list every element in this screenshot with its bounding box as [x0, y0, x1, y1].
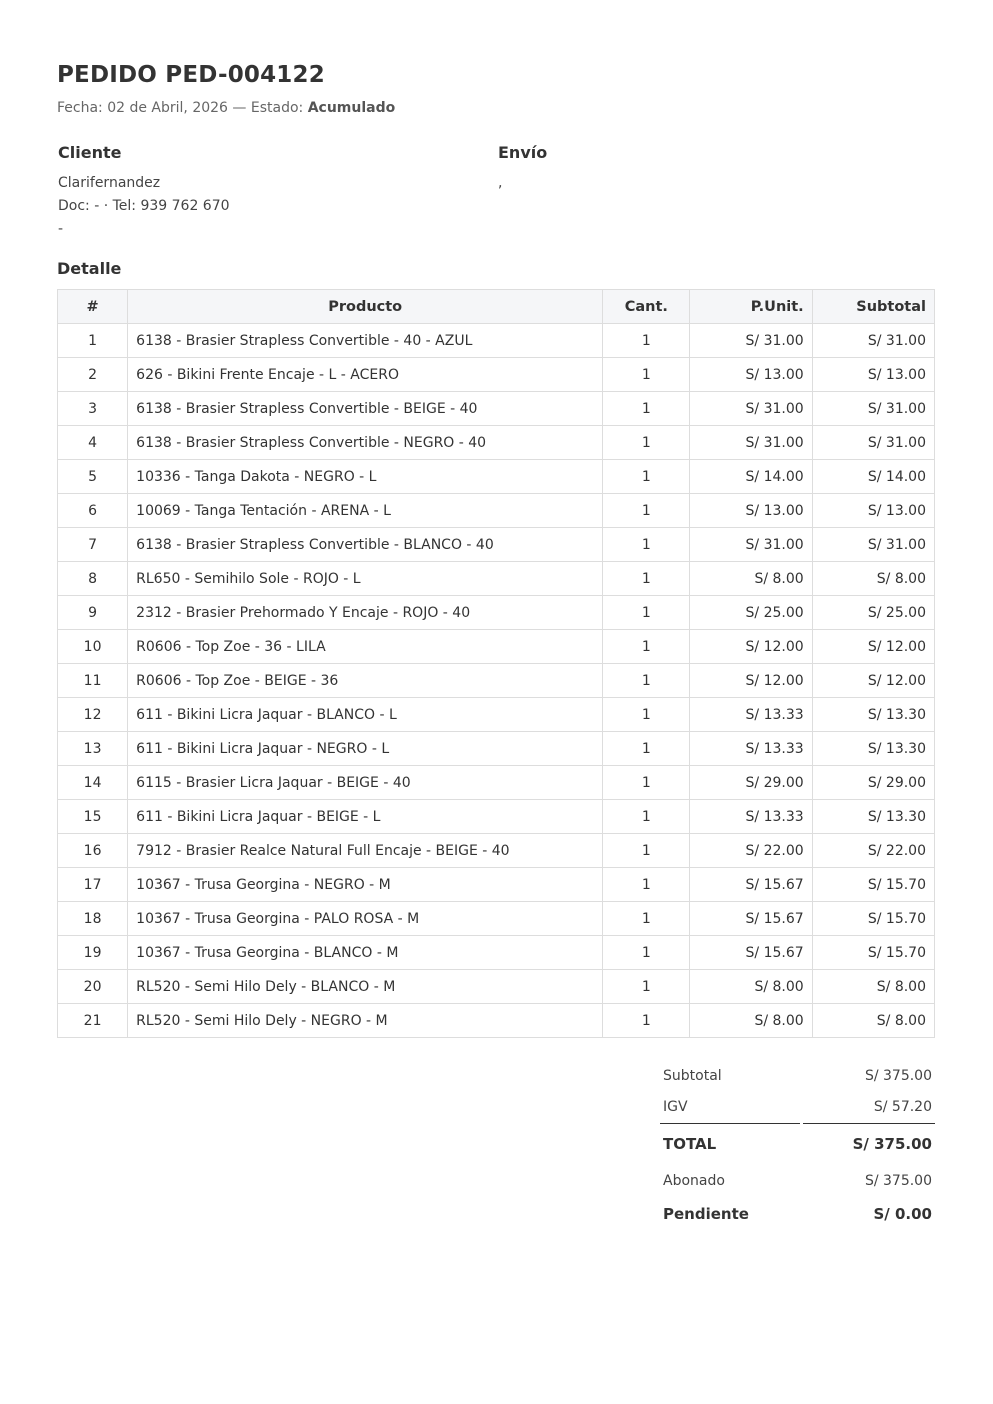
- detail-heading: Detalle: [57, 259, 122, 278]
- igv-value: S/ 57.20: [873, 1099, 932, 1115]
- row-product: 7912 - Brasier Realce Natural Full Encaje - BEIGE - 40: [128, 834, 603, 868]
- row-quantity: 1: [603, 358, 690, 392]
- client-doc-phone: Doc: - · Tel: 939 762 670: [58, 198, 230, 214]
- row-number: 21: [58, 1004, 128, 1038]
- row-subtotal: S/ 22.00: [812, 834, 934, 868]
- row-quantity: 1: [603, 766, 690, 800]
- row-unit-price: S/ 25.00: [690, 596, 812, 630]
- row-quantity: 1: [603, 936, 690, 970]
- client-address: -: [58, 221, 64, 237]
- row-subtotal: S/ 13.00: [812, 494, 934, 528]
- row-product: 6138 - Brasier Strapless Convertible - NEGRO - 40: [128, 426, 603, 460]
- row-product: 10367 - Trusa Georgina - BLANCO - M: [128, 936, 603, 970]
- row-subtotal: S/ 25.00: [812, 596, 934, 630]
- row-unit-price: S/ 13.33: [690, 800, 812, 834]
- row-number: 15: [58, 800, 128, 834]
- row-product: 10367 - Trusa Georgina - PALO ROSA - M: [128, 902, 603, 936]
- col-header-product: Producto: [128, 290, 603, 324]
- row-unit-price: S/ 13.33: [690, 698, 812, 732]
- table-row: [58, 868, 935, 902]
- row-number: 17: [58, 868, 128, 902]
- row-quantity: 1: [603, 494, 690, 528]
- row-quantity: 1: [603, 426, 690, 460]
- row-number: 6: [58, 494, 128, 528]
- table-row: [58, 766, 935, 800]
- row-subtotal: S/ 12.00: [812, 664, 934, 698]
- row-product: 6138 - Brasier Strapless Convertible - 40 - AZUL: [128, 324, 603, 358]
- row-quantity: 1: [603, 664, 690, 698]
- row-number: 3: [58, 392, 128, 426]
- row-quantity: 1: [603, 902, 690, 936]
- row-unit-price: S/ 12.00: [690, 630, 812, 664]
- col-header-quantity: Cant.: [603, 290, 690, 324]
- row-subtotal: S/ 31.00: [812, 426, 934, 460]
- totals-block: [660, 1063, 935, 1230]
- row-unit-price: S/ 8.00: [690, 1004, 812, 1038]
- row-product: R0606 - Top Zoe - BEIGE - 36: [128, 664, 603, 698]
- paid-row: [660, 1166, 935, 1199]
- paid-label: Abonado: [663, 1173, 725, 1189]
- row-number: 2: [58, 358, 128, 392]
- page-title: PEDIDO PED-004122: [57, 62, 325, 88]
- row-subtotal: S/ 15.70: [812, 936, 934, 970]
- row-product: 611 - Bikini Licra Jaquar - BLANCO - L: [128, 698, 603, 732]
- total-label: TOTAL: [663, 1135, 717, 1153]
- row-number: 8: [58, 562, 128, 596]
- row-product: 10336 - Tanga Dakota - NEGRO - L: [128, 460, 603, 494]
- row-number: 16: [58, 834, 128, 868]
- row-quantity: 1: [603, 460, 690, 494]
- table-row: [58, 392, 935, 426]
- subtotal-value: S/ 375.00: [864, 1068, 932, 1084]
- table-row: [58, 494, 935, 528]
- row-product: 10069 - Tanga Tentación - ARENA - L: [128, 494, 603, 528]
- table-row: [58, 630, 935, 664]
- row-subtotal: S/ 15.70: [812, 868, 934, 902]
- row-number: 9: [58, 596, 128, 630]
- row-product: 6115 - Brasier Licra Jaquar - BEIGE - 40: [128, 766, 603, 800]
- table-row: [58, 324, 935, 358]
- row-unit-price: S/ 13.33: [690, 732, 812, 766]
- row-unit-price: S/ 14.00: [690, 460, 812, 494]
- subtotal-label: Subtotal: [663, 1068, 722, 1084]
- col-header-unit-price: P.Unit.: [690, 290, 812, 324]
- row-subtotal: S/ 8.00: [812, 1004, 934, 1038]
- table-row: [58, 426, 935, 460]
- table-row: [58, 358, 935, 392]
- client-name: Clarifernandez: [58, 175, 161, 191]
- shipping-address: ,: [498, 175, 503, 191]
- total-row: [660, 1125, 935, 1166]
- row-unit-price: S/ 31.00: [690, 426, 812, 460]
- pending-value: S/ 0.00: [873, 1205, 932, 1223]
- row-product: RL650 - Semihilo Sole - ROJO - L: [128, 562, 603, 596]
- row-unit-price: S/ 31.00: [690, 324, 812, 358]
- row-unit-price: S/ 22.00: [690, 834, 812, 868]
- row-unit-price: S/ 31.00: [690, 392, 812, 426]
- row-quantity: 1: [603, 834, 690, 868]
- table-row: [58, 698, 935, 732]
- row-quantity: 1: [603, 562, 690, 596]
- client-heading: Cliente: [58, 143, 122, 162]
- subtotal-row: [660, 1063, 935, 1094]
- paid-value: S/ 375.00: [864, 1173, 932, 1189]
- items-body: [58, 324, 935, 1038]
- row-product: 6138 - Brasier Strapless Convertible - BEIGE - 40: [128, 392, 603, 426]
- row-product: R0606 - Top Zoe - 36 - LILA: [128, 630, 603, 664]
- row-quantity: 1: [603, 1004, 690, 1038]
- row-quantity: 1: [603, 868, 690, 902]
- row-product: RL520 - Semi Hilo Dely - NEGRO - M: [128, 1004, 603, 1038]
- row-number: 13: [58, 732, 128, 766]
- pending-row: [660, 1199, 935, 1230]
- row-number: 18: [58, 902, 128, 936]
- table-header-row: [58, 290, 935, 324]
- row-subtotal: S/ 8.00: [812, 562, 934, 596]
- table-row: [58, 664, 935, 698]
- row-number: 1: [58, 324, 128, 358]
- row-number: 20: [58, 970, 128, 1004]
- row-product: 6138 - Brasier Strapless Convertible - BLANCO - 40: [128, 528, 603, 562]
- row-unit-price: S/ 12.00: [690, 664, 812, 698]
- table-row: [58, 800, 935, 834]
- row-number: 5: [58, 460, 128, 494]
- row-product: 611 - Bikini Licra Jaquar - BEIGE - L: [128, 800, 603, 834]
- table-row: [58, 528, 935, 562]
- row-quantity: 1: [603, 324, 690, 358]
- row-product: 10367 - Trusa Georgina - NEGRO - M: [128, 868, 603, 902]
- table-row: [58, 460, 935, 494]
- row-number: 4: [58, 426, 128, 460]
- table-row: [58, 562, 935, 596]
- row-unit-price: S/ 13.00: [690, 358, 812, 392]
- row-product: 626 - Bikini Frente Encaje - L - ACERO: [128, 358, 603, 392]
- items-table: [57, 289, 935, 1038]
- row-quantity: 1: [603, 528, 690, 562]
- table-row: [58, 970, 935, 1004]
- row-unit-price: S/ 15.67: [690, 902, 812, 936]
- row-subtotal: S/ 12.00: [812, 630, 934, 664]
- row-unit-price: S/ 15.67: [690, 868, 812, 902]
- order-date: Fecha: 02 de Abril, 2026 — Estado:: [57, 100, 304, 116]
- order-status: Acumulado: [307, 100, 396, 116]
- row-unit-price: S/ 15.67: [690, 936, 812, 970]
- row-unit-price: S/ 8.00: [690, 562, 812, 596]
- total-value: S/ 375.00: [852, 1135, 932, 1153]
- order-meta: [57, 100, 395, 116]
- row-product: 611 - Bikini Licra Jaquar - NEGRO - L: [128, 732, 603, 766]
- row-subtotal: S/ 13.30: [812, 732, 934, 766]
- table-row: [58, 936, 935, 970]
- row-subtotal: S/ 8.00: [812, 970, 934, 1004]
- row-quantity: 1: [603, 698, 690, 732]
- row-subtotal: S/ 13.30: [812, 800, 934, 834]
- row-quantity: 1: [603, 630, 690, 664]
- row-subtotal: S/ 31.00: [812, 392, 934, 426]
- igv-row: [660, 1094, 935, 1125]
- row-unit-price: S/ 31.00: [690, 528, 812, 562]
- igv-label: IGV: [663, 1099, 688, 1115]
- row-number: 19: [58, 936, 128, 970]
- row-subtotal: S/ 31.00: [812, 324, 934, 358]
- col-header-number: #: [58, 290, 128, 324]
- pending-label: Pendiente: [663, 1205, 749, 1223]
- row-number: 7: [58, 528, 128, 562]
- table-row: [58, 596, 935, 630]
- row-subtotal: S/ 14.00: [812, 460, 934, 494]
- row-quantity: 1: [603, 970, 690, 1004]
- row-quantity: 1: [603, 596, 690, 630]
- row-quantity: 1: [603, 732, 690, 766]
- shipping-section: [498, 143, 918, 195]
- row-subtotal: S/ 13.30: [812, 698, 934, 732]
- shipping-heading: Envío: [498, 143, 548, 162]
- row-number: 12: [58, 698, 128, 732]
- row-subtotal: S/ 15.70: [812, 902, 934, 936]
- table-row: [58, 902, 935, 936]
- row-quantity: 1: [603, 392, 690, 426]
- row-subtotal: S/ 13.00: [812, 358, 934, 392]
- row-subtotal: S/ 31.00: [812, 528, 934, 562]
- row-number: 14: [58, 766, 128, 800]
- row-unit-price: S/ 29.00: [690, 766, 812, 800]
- row-unit-price: S/ 8.00: [690, 970, 812, 1004]
- row-subtotal: S/ 29.00: [812, 766, 934, 800]
- row-product: RL520 - Semi Hilo Dely - BLANCO - M: [128, 970, 603, 1004]
- row-quantity: 1: [603, 800, 690, 834]
- col-header-subtotal: Subtotal: [812, 290, 934, 324]
- client-section: [58, 143, 478, 241]
- row-number: 11: [58, 664, 128, 698]
- table-row: [58, 732, 935, 766]
- table-row: [58, 834, 935, 868]
- table-row: [58, 1004, 935, 1038]
- row-product: 2312 - Brasier Prehormado Y Encaje - ROJO - 40: [128, 596, 603, 630]
- row-unit-price: S/ 13.00: [690, 494, 812, 528]
- row-number: 10: [58, 630, 128, 664]
